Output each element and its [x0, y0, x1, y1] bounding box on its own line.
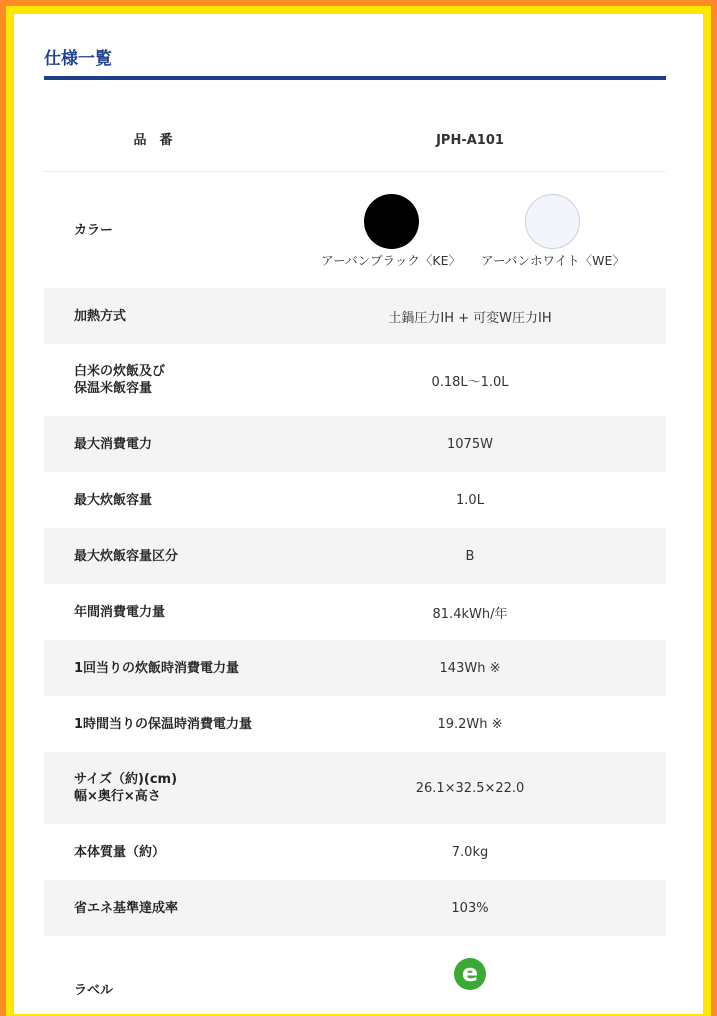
spec-value: 81.4kWh/年	[432, 606, 508, 622]
spec-row-capacity	[44, 344, 666, 416]
color-label: カラー	[74, 223, 114, 238]
white-color-circle[interactable]	[525, 194, 580, 249]
spec-value: 1.0L	[456, 492, 484, 508]
model-number-value: JPH-A101	[436, 133, 504, 148]
spec-label: 最大炊飯容量区分	[74, 548, 179, 564]
spec-row-max-cook-capacity	[44, 472, 666, 528]
spec-row-weight	[44, 824, 666, 880]
spec-label-line2: 保温米飯容量	[74, 381, 153, 396]
spec-label-line2: 幅×奥行×高さ	[74, 789, 161, 804]
spec-label: 最大消費電力	[74, 436, 153, 452]
spec-value: 19.2Wh ※	[437, 716, 503, 732]
spec-label	[44, 363, 274, 397]
spec-label: 1時間当りの保温時消費電力量	[74, 716, 253, 732]
spec-row-energy-rate	[44, 880, 666, 936]
spec-label: 最大炊飯容量	[74, 492, 153, 508]
spec-label: ラベル	[74, 983, 114, 998]
eco-label-wrap	[274, 936, 666, 990]
swatch-white-name: アーバンホワイト〈WE〉	[480, 253, 625, 268]
spec-row-label	[44, 936, 666, 1014]
spec-label: 年間消費電力量	[74, 604, 166, 620]
spec-value: 143Wh ※	[439, 660, 501, 676]
section-title: 仕様一覧	[44, 49, 112, 69]
spec-content	[44, 14, 666, 1014]
spec-header-row	[44, 110, 666, 172]
spec-label-line1: 白米の炊飯及び	[74, 364, 166, 379]
spec-row-keep-warm-power	[44, 696, 666, 752]
spec-row-size	[44, 752, 666, 824]
black-color-circle[interactable]	[364, 194, 419, 249]
swatch-black[interactable]	[321, 194, 461, 269]
spec-value: 26.1×32.5×22.0	[415, 780, 525, 796]
spec-value: 103%	[451, 900, 489, 916]
spec-value: 土鍋圧力IH + 可変W圧力IH	[388, 310, 552, 326]
spec-row-capacity-class	[44, 528, 666, 584]
spec-label-line1: サイズ（約)(cm)	[74, 772, 178, 787]
spec-value: 1075W	[447, 436, 493, 452]
spec-row-annual-power	[44, 584, 666, 640]
eco-label-icon-glyph: e	[461, 959, 479, 987]
spec-row-cook-power	[44, 640, 666, 696]
spec-row-heating	[44, 288, 666, 344]
spec-row-color	[44, 172, 666, 288]
swatch-white[interactable]	[481, 194, 625, 269]
model-number-label: 品 番	[133, 133, 173, 148]
spec-label: 本体質量（約）	[74, 844, 166, 860]
color-swatches	[274, 194, 666, 269]
eco-label-icon	[454, 958, 486, 990]
spec-label: 1回当りの炊飯時消費電力量	[74, 660, 240, 676]
swatch-black-name: アーバンブラック〈KE〉	[321, 253, 461, 268]
spec-value: B	[465, 548, 475, 564]
spec-label: 省エネ基準達成率	[74, 900, 179, 916]
spec-label: 加熱方式	[74, 308, 127, 324]
spec-value: 7.0kg	[451, 844, 489, 860]
spec-row-max-power	[44, 416, 666, 472]
spec-panel	[14, 14, 703, 1014]
spec-value: 0.18L〜1.0L	[431, 374, 509, 390]
spec-label	[44, 771, 274, 805]
title-underline	[44, 76, 666, 80]
